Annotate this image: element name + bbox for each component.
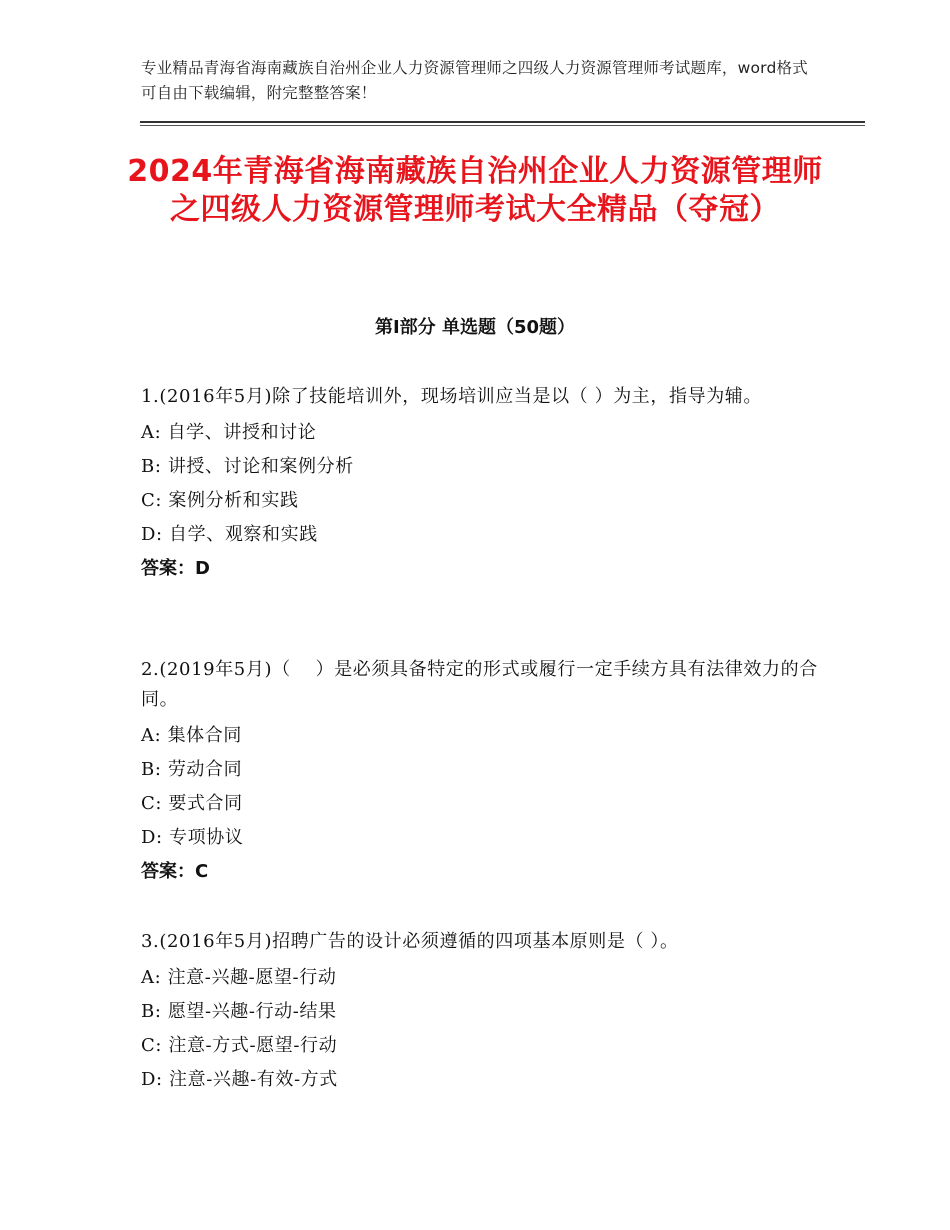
option-a: A: 注意-兴趣-愿望-行动 [141,967,337,988]
question-2 [141,655,821,889]
option-b: B: 劳动合同 [141,759,243,780]
answer: 答案：D [141,558,210,579]
header-note: 专业精品青海省海南藏族自治州企业人力资源管理师之四级人力资源管理师考试题库，word格式可自由下载编辑，附完整整答案！ [141,59,808,102]
option-a: A: 集体合同 [141,725,242,746]
answer: 答案：C [141,861,209,882]
section-title: 第Ⅰ部分 单选题（50题） [374,317,575,338]
header-divider-thin [140,125,865,126]
option-d: D: 专项协议 [141,827,244,848]
option-a: A: 自学、讲授和讨论 [141,422,317,443]
question-1 [141,382,821,586]
question-3 [141,927,821,1097]
option-c: C: 要式合同 [141,793,243,814]
option-d: D: 注意-兴趣-有效-方式 [141,1069,338,1090]
option-d: D: 自学、观察和实践 [141,524,318,545]
option-c: C: 注意-方式-愿望-行动 [141,1035,338,1056]
question-stem: 3.(2016年5月)招聘广告的设计必须遵循的四项基本原则是（ ）。 [141,931,679,952]
option-b: B: 愿望-兴趣-行动-结果 [141,1001,337,1022]
document-title: 2024年青海省海南藏族自治州企业人力资源管理师之四级人力资源管理师考试大全精品（夺冠） [127,154,823,227]
question-stem: 2.(2019年5月)（ ）是必须具备特定的形式或履行一定手续方具有法律效力的合同。 [141,659,818,710]
option-b: B: 讲授、讨论和案例分析 [141,456,354,477]
question-stem: 1.(2016年5月)除了技能培训外，现场培训应当是以（ ）为主，指导为辅。 [141,386,762,407]
option-c: C: 案例分析和实践 [141,490,299,511]
header-divider-thick [140,121,865,123]
